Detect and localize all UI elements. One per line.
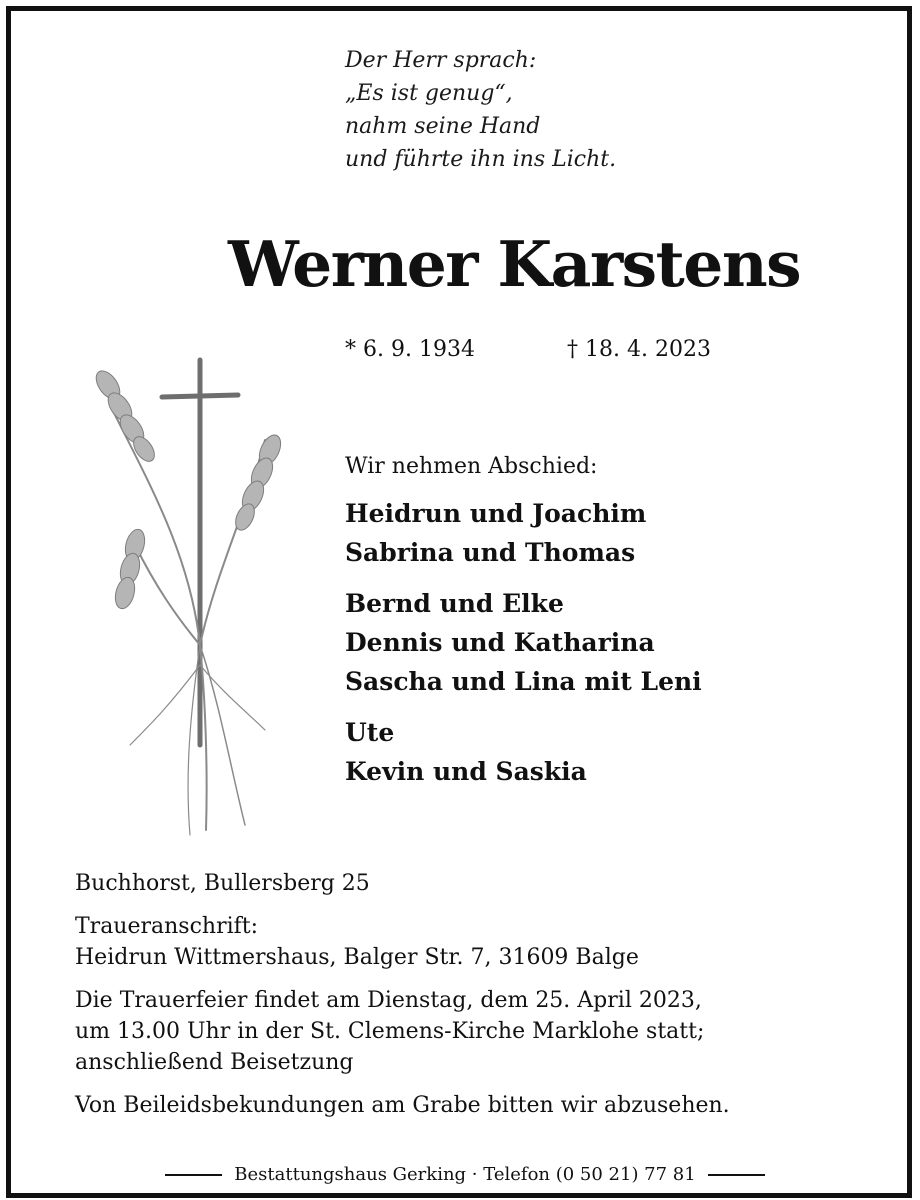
ceremony-line: Die Trauerfeier findet am Dienstag, dem 25. April 2023, — [75, 988, 702, 1013]
ceremony-line: um 13.00 Uhr in der St. Clemens-Kirche Marklohe statt; — [75, 1019, 705, 1044]
ceremony-line: anschließend Beisetzung — [75, 1050, 354, 1075]
residence-address: Buchhorst, Bullersberg 25 — [75, 871, 370, 896]
cross-with-wheat-ears-icon — [50, 345, 310, 840]
mourner-name: Sabrina und Thomas — [345, 538, 636, 567]
quote-line: nahm seine Hand — [345, 114, 541, 139]
mourner-group — [345, 584, 702, 701]
quote-line: und führte ihn ins Licht. — [345, 147, 617, 172]
mourning-address: Heidrun Wittmershaus, Balger Str. 7, 31609 Balge — [75, 945, 639, 970]
mourner-name: Ute — [345, 718, 395, 747]
farewell-intro: Wir nehmen Abschied: — [345, 454, 598, 479]
birth-date: * 6. 9. 1934 — [345, 337, 475, 362]
mourner-group — [345, 713, 702, 791]
mourners-list — [345, 452, 702, 803]
mourner-group — [345, 494, 702, 572]
mourner-name: Bernd und Elke — [345, 589, 564, 618]
mourner-name: Dennis und Katharina — [345, 628, 655, 657]
mourner-name: Heidrun und Joachim — [345, 499, 647, 528]
quote-line: Der Herr sprach: — [345, 48, 537, 73]
funeral-info — [75, 868, 875, 1133]
condolence-note: Von Beileidsbekundungen am Grabe bitten wir abzusehen. — [75, 1093, 730, 1118]
funeral-home-contact: Bestattungshaus Gerking · Telefon (0 50 21) 77 81 — [234, 1164, 696, 1185]
death-date: † 18. 4. 2023 — [567, 337, 711, 362]
bible-quote — [345, 44, 616, 176]
footer-rule-left — [165, 1174, 222, 1176]
funeral-home-footer — [165, 1163, 765, 1187]
mourner-name: Sascha und Lina mit Leni — [345, 667, 702, 696]
mourning-address-label: Traueranschrift: — [75, 914, 259, 939]
footer-rule-right — [708, 1174, 765, 1176]
deceased-name: Werner Karstens — [228, 227, 801, 301]
quote-line: „Es ist genug“, — [345, 81, 513, 106]
mourner-name: Kevin und Saskia — [345, 757, 587, 786]
